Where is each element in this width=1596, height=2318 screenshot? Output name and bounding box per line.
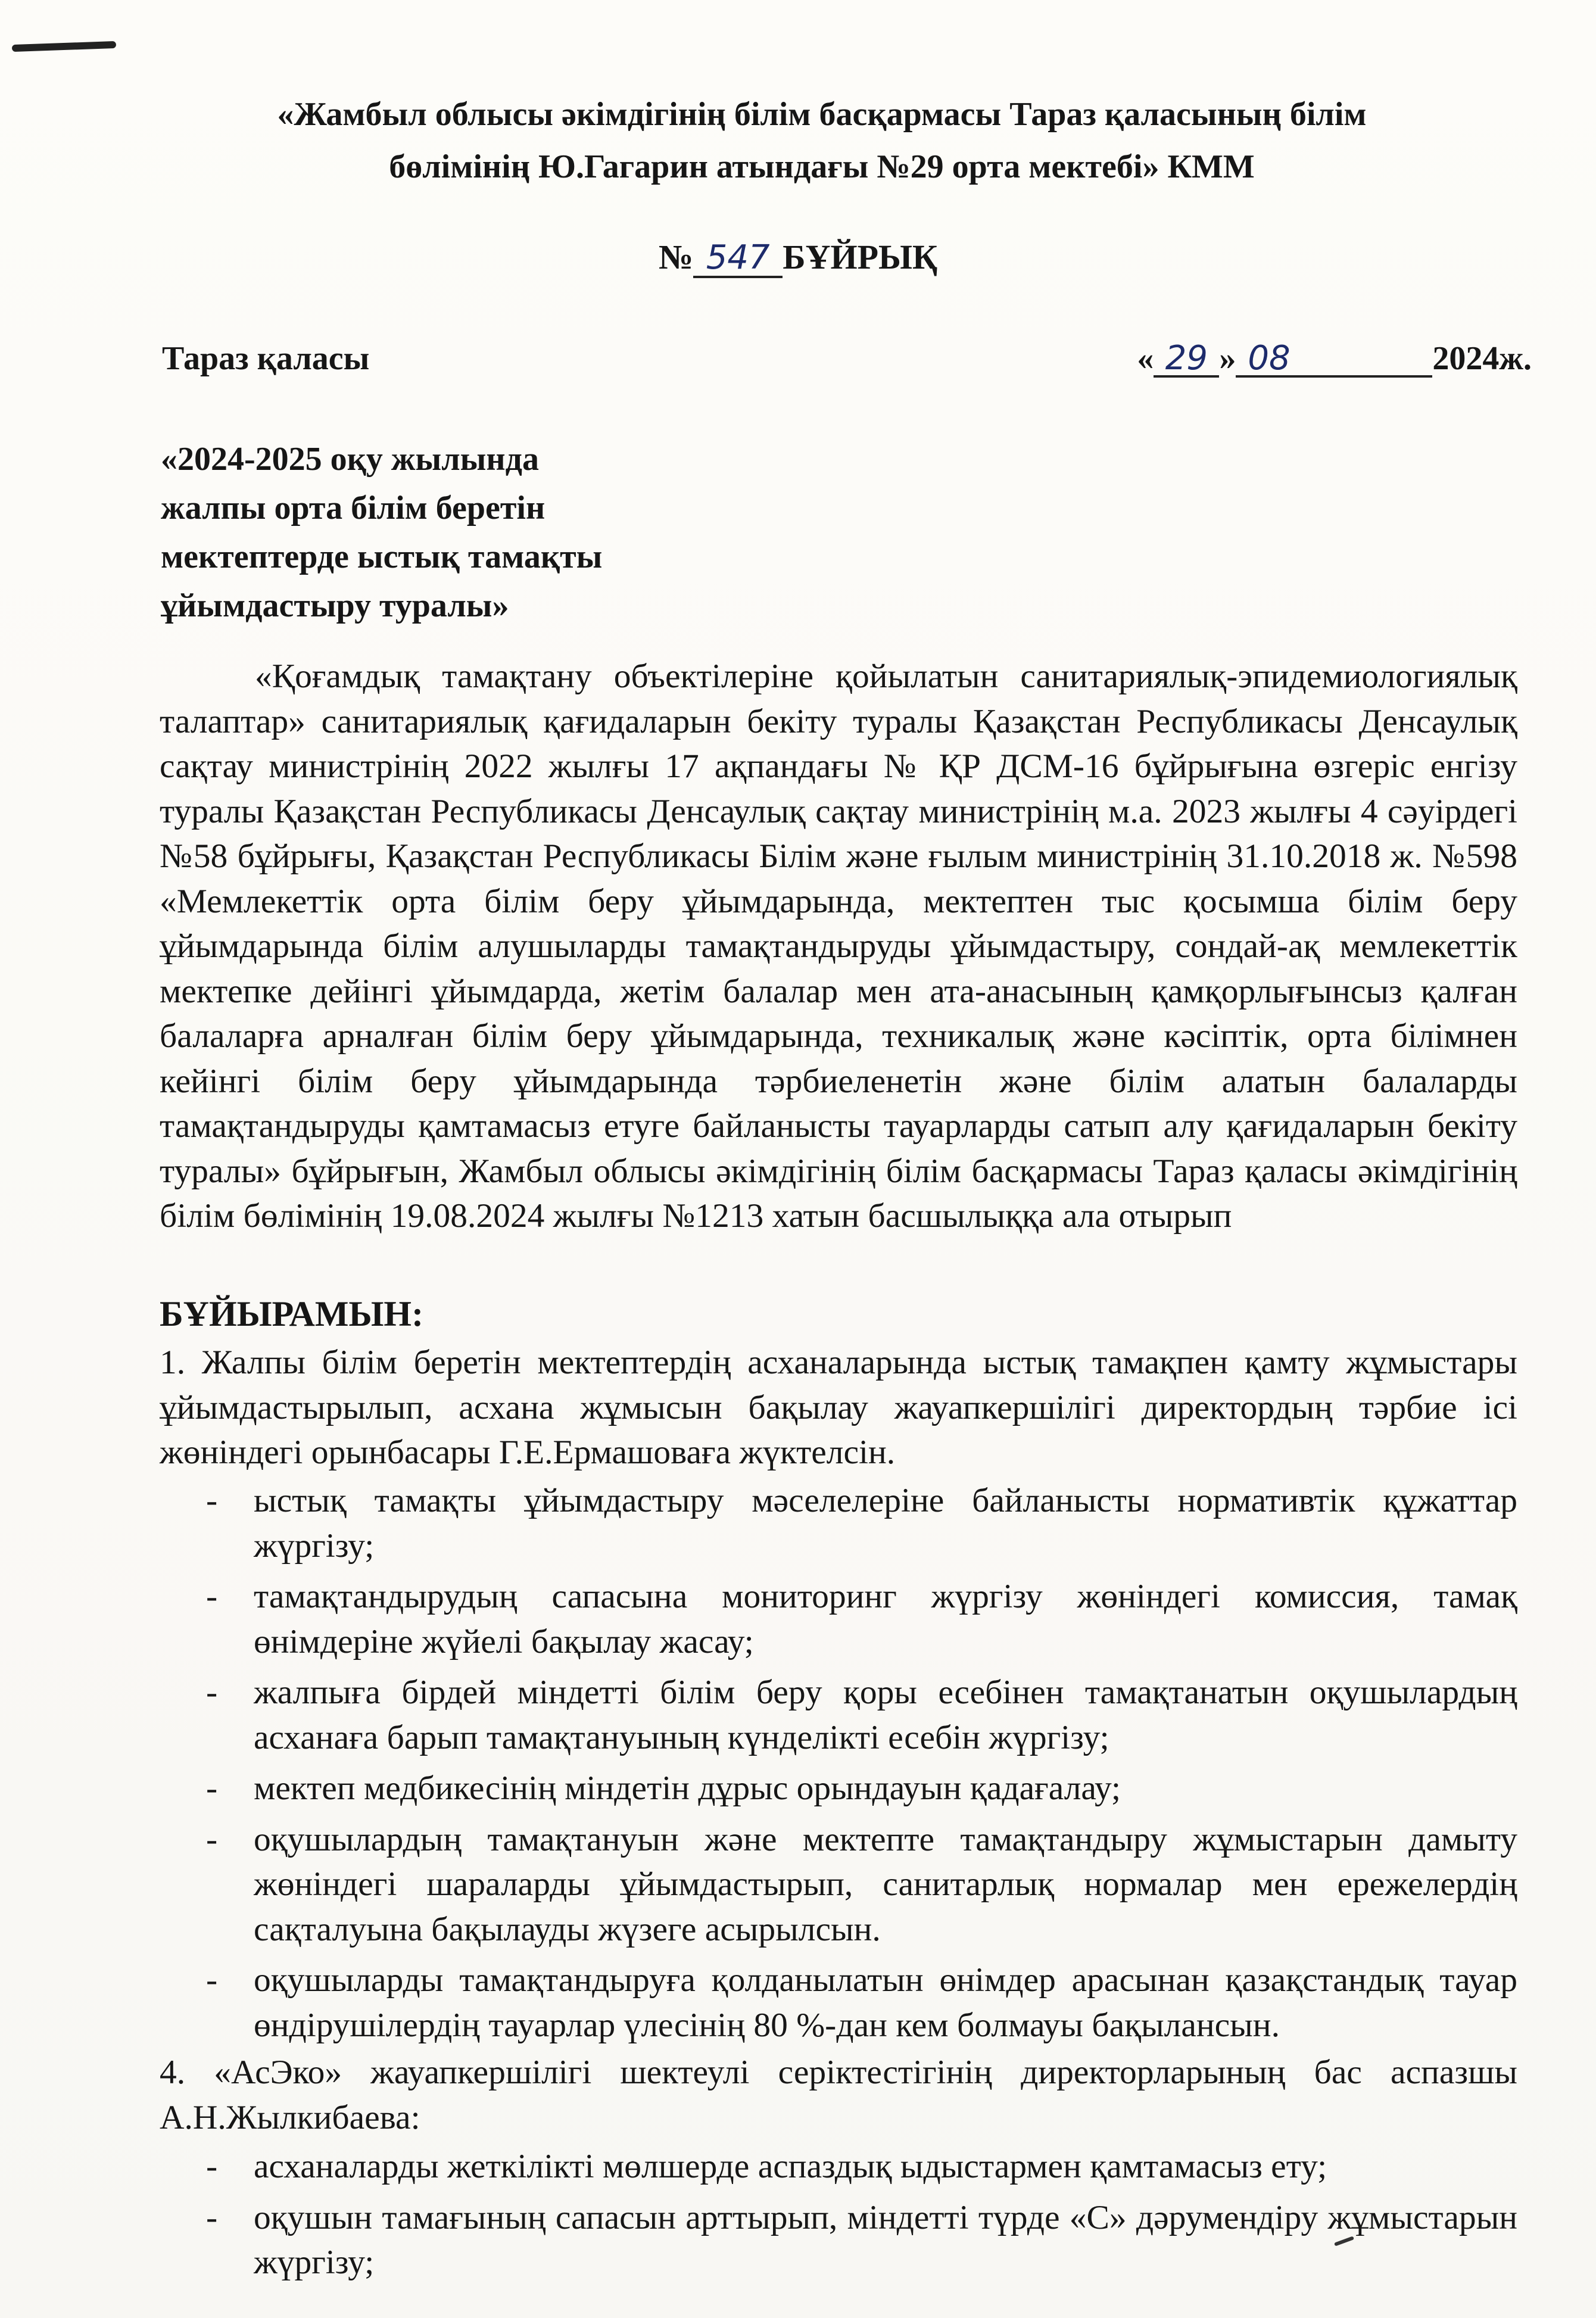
preamble-paragraph: «Қоғамдық тамақтану объектілеріне қойылатын санитариялық-эпидемиологиялық талаптар» санитариялық қағидаларын бекіту туралы Қазақстан Республикасы Денсаулық сақтау министрінің 2022 жылғы 17 ақпандағы № ҚР ДСМ-16 бұйрығына өзгеріс енгізу туралы Қазақстан Республикасы Денсаулық сақтау министрінің м.а. 2023 жылғы 4 сәуірдегі №58 бұйрығы, Қазақстан Республикасы Білім және ғылым министрінің 31.10.2018 ж. №598 «Мемлекеттік орта білім беру ұйымдарында, мектептен тыс қосымша білім беру ұйымдарында білім алушыларды тамақтандыруды ұйымдастыру, сондай-ақ мемлекеттік мектепке дейінгі ұйымдарда, жетім балалар мен ата-анасының қамқорлығынсыз қалған балаларға арналған білім беру ұйымдарында, техникалық және кәсіптік, орта білімнен кейінгі білім беру ұйымдарында тәрбиеленетін және білім алатын балаларды тамақтандыруды қамтамасыз етуге байланысты тауарларды сатып алу қағидаларын бекіту туралы» бұйрығын, Жамбыл облысы әкімдігінің білім басқармасы Тараз қаласы әкімдігінің білім бөлімінің 19.08.2024 жылғы №1213 хатын басшылыққа ала отырып bbox=[160, 658, 1517, 1235]
list-item-text: оқушыларды тамақтандыруға қолданылатын өнімдер арасынан қазақстандық тауар өндірушілердің тауарлар үлесінің 80 %-дан кем болмауы бақылансын. bbox=[254, 1961, 1517, 2044]
list-item-text: асханаларды жеткілікті мөлшерде аспаздық ыдыстармен қамтамасыз ету; bbox=[254, 2148, 1327, 2185]
organization-header bbox=[167, 88, 1477, 193]
list-item bbox=[160, 2195, 1517, 2285]
list-item bbox=[160, 1766, 1517, 1811]
pen-stroke-mark bbox=[12, 41, 116, 52]
list-item bbox=[160, 1478, 1517, 1568]
list-item bbox=[160, 1958, 1517, 2048]
list-item-text: мектеп медбикесінің міндетін дұрыс орындауын қадағалау; bbox=[254, 1769, 1121, 1807]
list-item-text: жалпыға бірдей міндетті білім беру қоры есебінен тамақтанатын оқушылардың асханаға барып тамақтануының күнделікті есебін жүргізу; bbox=[254, 1674, 1517, 1756]
list-item bbox=[160, 1574, 1517, 1664]
bullet-dash: - bbox=[206, 1482, 218, 1519]
date-year: 2024ж. bbox=[1432, 340, 1532, 377]
item-4-bullet-list bbox=[160, 2144, 1517, 2291]
list-item bbox=[160, 1817, 1517, 1952]
date-close-quote: » bbox=[1219, 340, 1236, 377]
list-item bbox=[160, 1670, 1517, 1760]
list-item-text: ыстық тамақты ұйымдастыру мәселелеріне байланысты нормативтік құжаттар жүргізу; bbox=[254, 1482, 1517, 1565]
order-number-line bbox=[0, 237, 1596, 278]
order-subject: «2024-2025 оқу жылында жалпы орта білім беретін мектептерде ыстық тамақты ұйымдастыру туралы» bbox=[161, 441, 603, 624]
bullet-dash: - bbox=[206, 1820, 218, 1858]
list-item-text: тамақтандырудың сапасына мониторинг жүргізу жөніндегі комиссия, тамақ өнімдеріне жүйелі бақылау жасау; bbox=[254, 1578, 1517, 1660]
bullet-dash: - bbox=[206, 1578, 218, 1615]
item-4-text: 4. «АсЭко» жауапкершілігі шектеулі серіктестігінің директорларының бас аспазшы А.Н.Жылкибаева: bbox=[160, 2054, 1517, 2136]
header-line-2: бөлімінің Ю.Гагарин атындағы №29 орта мектебі» КММ bbox=[389, 148, 1255, 185]
item-1-bullet-list bbox=[160, 1478, 1517, 2054]
bullet-dash: - bbox=[206, 2198, 218, 2236]
list-item-text: оқушын тамағының сапасын арттырып, міндетті түрде «С» дәрумендіру жұмыстарын жүргізу; bbox=[254, 2198, 1517, 2281]
order-date bbox=[1137, 339, 1532, 378]
date-day-handwritten: 29 bbox=[1154, 342, 1219, 378]
date-month-handwritten: 08 bbox=[1236, 342, 1432, 378]
item-1-text: 1. Жалпы білім беретін мектептердің асханаларында ыстық тамақпен қамту жұмыстары ұйымдастырылып, асхана жұмысын бақылау жауапкершілігі директордың тәрбие ісі жөніндегі орынбасары Г.Е.Ермашоваға жүктелсін. bbox=[160, 1344, 1517, 1471]
list-item bbox=[160, 2144, 1517, 2189]
order-prefix: № bbox=[658, 238, 694, 276]
place-of-issue: Тараз қаласы bbox=[162, 340, 370, 377]
order-number-handwritten: 547 bbox=[693, 240, 783, 278]
header-line-1: «Жамбыл облысы әкімдігінің білім басқармасы Тараз қаласының білім bbox=[277, 96, 1367, 133]
list-item-text: оқушылардың тамақтануын және мектепте тамақтандыру жұмыстарын дамыту жөніндегі шараларды ұйымдастырып, санитарлық нормалар мен ережелердің сақталуына бақылауды жүзеге асырылсын. bbox=[254, 1820, 1517, 1948]
date-open-quote: « bbox=[1137, 340, 1154, 377]
bullet-dash: - bbox=[206, 1961, 218, 1999]
bullet-dash: - bbox=[206, 1674, 218, 1711]
order-directive-word: БҰЙЫРАМЫН: bbox=[160, 1294, 424, 1334]
bullet-dash: - bbox=[206, 2148, 218, 2185]
bullet-dash: - bbox=[206, 1769, 218, 1807]
order-title: БҰЙРЫҚ bbox=[783, 238, 938, 276]
